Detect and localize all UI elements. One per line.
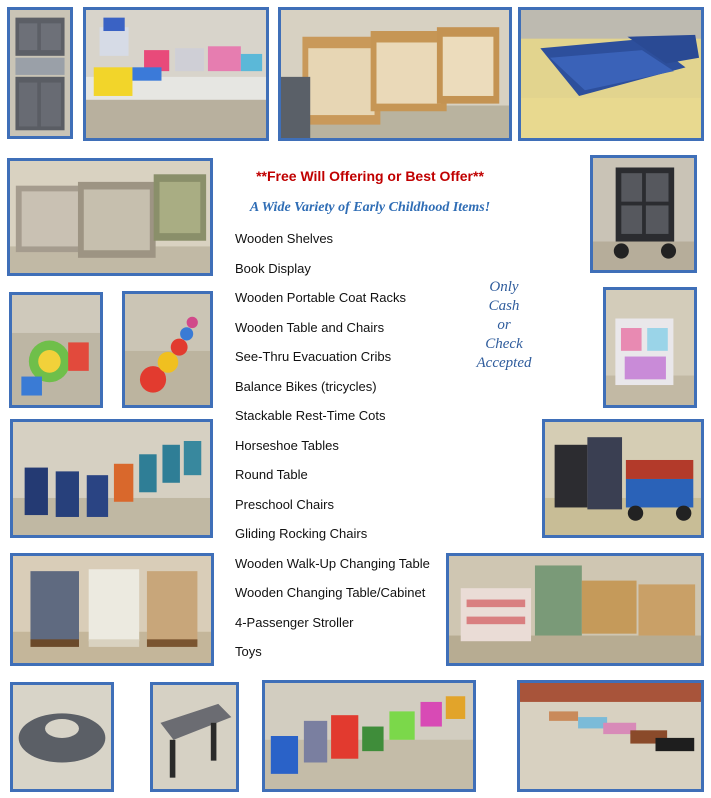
photo-preschool-chairs — [10, 419, 213, 538]
list-item: Balance Bikes (tricycles) — [235, 378, 377, 394]
photo-strollers-wagon — [542, 419, 704, 538]
list-item: Wooden Changing Table/Cabinet — [235, 585, 426, 600]
photo-horseshoe-table — [10, 682, 114, 792]
list-item: Wooden Table and Chairs — [235, 319, 385, 335]
photo-4-passenger-stroller — [590, 155, 697, 273]
payment-line: Only — [489, 279, 519, 295]
photo-play-yards — [7, 158, 213, 276]
photo-activity-toys — [9, 292, 103, 408]
variety-subheadline: A Wide Variety of Early Childhood Items! — [249, 200, 491, 215]
photo-wooden-tables — [150, 682, 239, 792]
photo-evacuation-cribs — [278, 7, 512, 141]
photo-gliding-rocking-chairs — [10, 553, 214, 666]
photo-toys-row — [262, 680, 476, 792]
list-item: Book Display — [235, 260, 311, 276]
list-item: Round Table — [235, 467, 308, 482]
list-item: See-Thru Evacuation Cribs — [235, 349, 392, 364]
photo-wooden-table-chairs — [517, 680, 704, 792]
list-item: Wooden Walk-Up Changing Table — [235, 555, 430, 571]
list-item: Gliding Rocking Chairs — [235, 526, 368, 541]
list-item: 4-Passenger Stroller — [235, 614, 354, 630]
photo-balance-bikes — [122, 291, 213, 408]
payment-line: Cash — [488, 298, 520, 314]
payment-line: Accepted — [476, 355, 532, 371]
photo-rest-time-cots — [518, 7, 704, 141]
photo-play-kitchen — [603, 287, 697, 408]
list-item: Wooden Shelves — [235, 231, 334, 246]
payment-line: Check — [485, 336, 523, 352]
payment-note — [468, 278, 540, 373]
list-item: Horseshoe Tables — [235, 437, 339, 453]
photo-toys-table — [83, 7, 269, 141]
list-item: Preschool Chairs — [235, 496, 334, 512]
list-item: Toys — [235, 644, 262, 659]
items-list — [235, 229, 430, 672]
photo-storage-cabinet — [7, 7, 73, 139]
offer-headline: **Free Will Offering or Best Offer** — [256, 168, 484, 184]
list-item: Stackable Rest-Time Cots — [235, 408, 386, 423]
list-item: Wooden Portable Coat Racks — [235, 290, 407, 305]
photo-wooden-shelves — [446, 553, 704, 666]
payment-line: or — [497, 317, 511, 333]
